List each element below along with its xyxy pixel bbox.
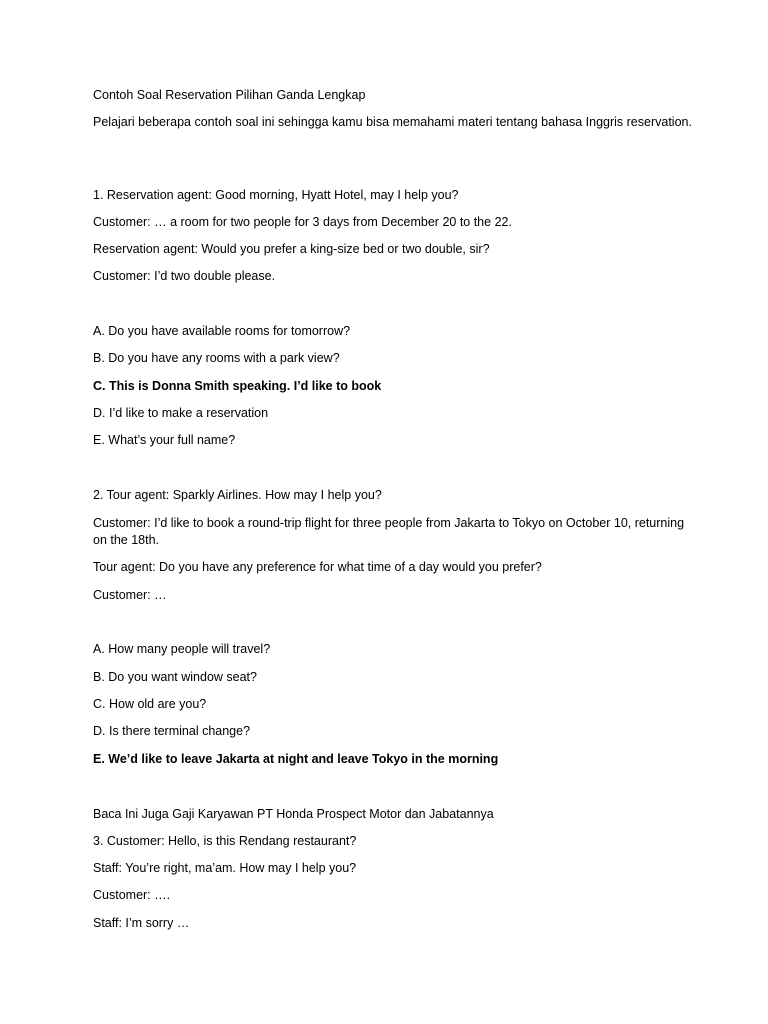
q2-option-a: A. How many people will travel? <box>93 642 271 656</box>
q2-line-2: Customer: I’d like to book a round-trip flight for three people from Jakarta to Tokyo on October 10, returning on the 18th. <box>93 516 685 547</box>
q2-line-4: Customer: … <box>93 588 167 602</box>
q1-option-b: B. Do you have any rooms with a park view? <box>93 351 340 365</box>
q1-line-4: Customer: I’d two double please. <box>93 269 276 283</box>
q3-line-4: Staff: I’m sorry … <box>93 916 190 930</box>
q3-line-2: Staff: You’re right, ma’am. How may I help you? <box>93 861 357 875</box>
q2-option-b: B. Do you want window seat? <box>93 670 257 684</box>
q2-line-1: 2. Tour agent: Sparkly Airlines. How may I help you? <box>93 488 382 502</box>
q1-line-3: Reservation agent: Would you prefer a king-size bed or two double, sir? <box>93 242 490 256</box>
q1-option-c-answer: C. This is Donna Smith speaking. I’d like to book <box>93 379 382 393</box>
document-title: Contoh Soal Reservation Pilihan Ganda Lengkap <box>93 88 366 102</box>
q2-option-e-answer: E. We’d like to leave Jakarta at night and leave Tokyo in the morning <box>93 752 499 766</box>
q1-option-d: D. I’d like to make a reservation <box>93 406 269 420</box>
intro-paragraph: Pelajari beberapa contoh soal ini sehingga kamu bisa memahami materi tentang bahasa Inggris reservation. <box>93 115 692 129</box>
q1-line-2: Customer: … a room for two people for 3 days from December 20 to the 22. <box>93 215 512 229</box>
related-article-link[interactable]: Baca Ini Juga Gaji Karyawan PT Honda Prospect Motor dan Jabatannya <box>93 807 494 821</box>
q3-line-3: Customer: …. <box>93 888 171 902</box>
q1-option-e: E. What’s your full name? <box>93 433 236 447</box>
q3-line-1: 3. Customer: Hello, is this Rendang restaurant? <box>93 834 357 848</box>
q2-option-c: C. How old are you? <box>93 697 207 711</box>
q2-option-d: D. Is there terminal change? <box>93 724 251 738</box>
q1-option-a: A. Do you have available rooms for tomorrow? <box>93 324 351 338</box>
q1-line-1: 1. Reservation agent: Good morning, Hyatt Hotel, may I help you? <box>93 188 459 202</box>
q2-line-3: Tour agent: Do you have any preference for what time of a day would you prefer? <box>93 560 542 574</box>
